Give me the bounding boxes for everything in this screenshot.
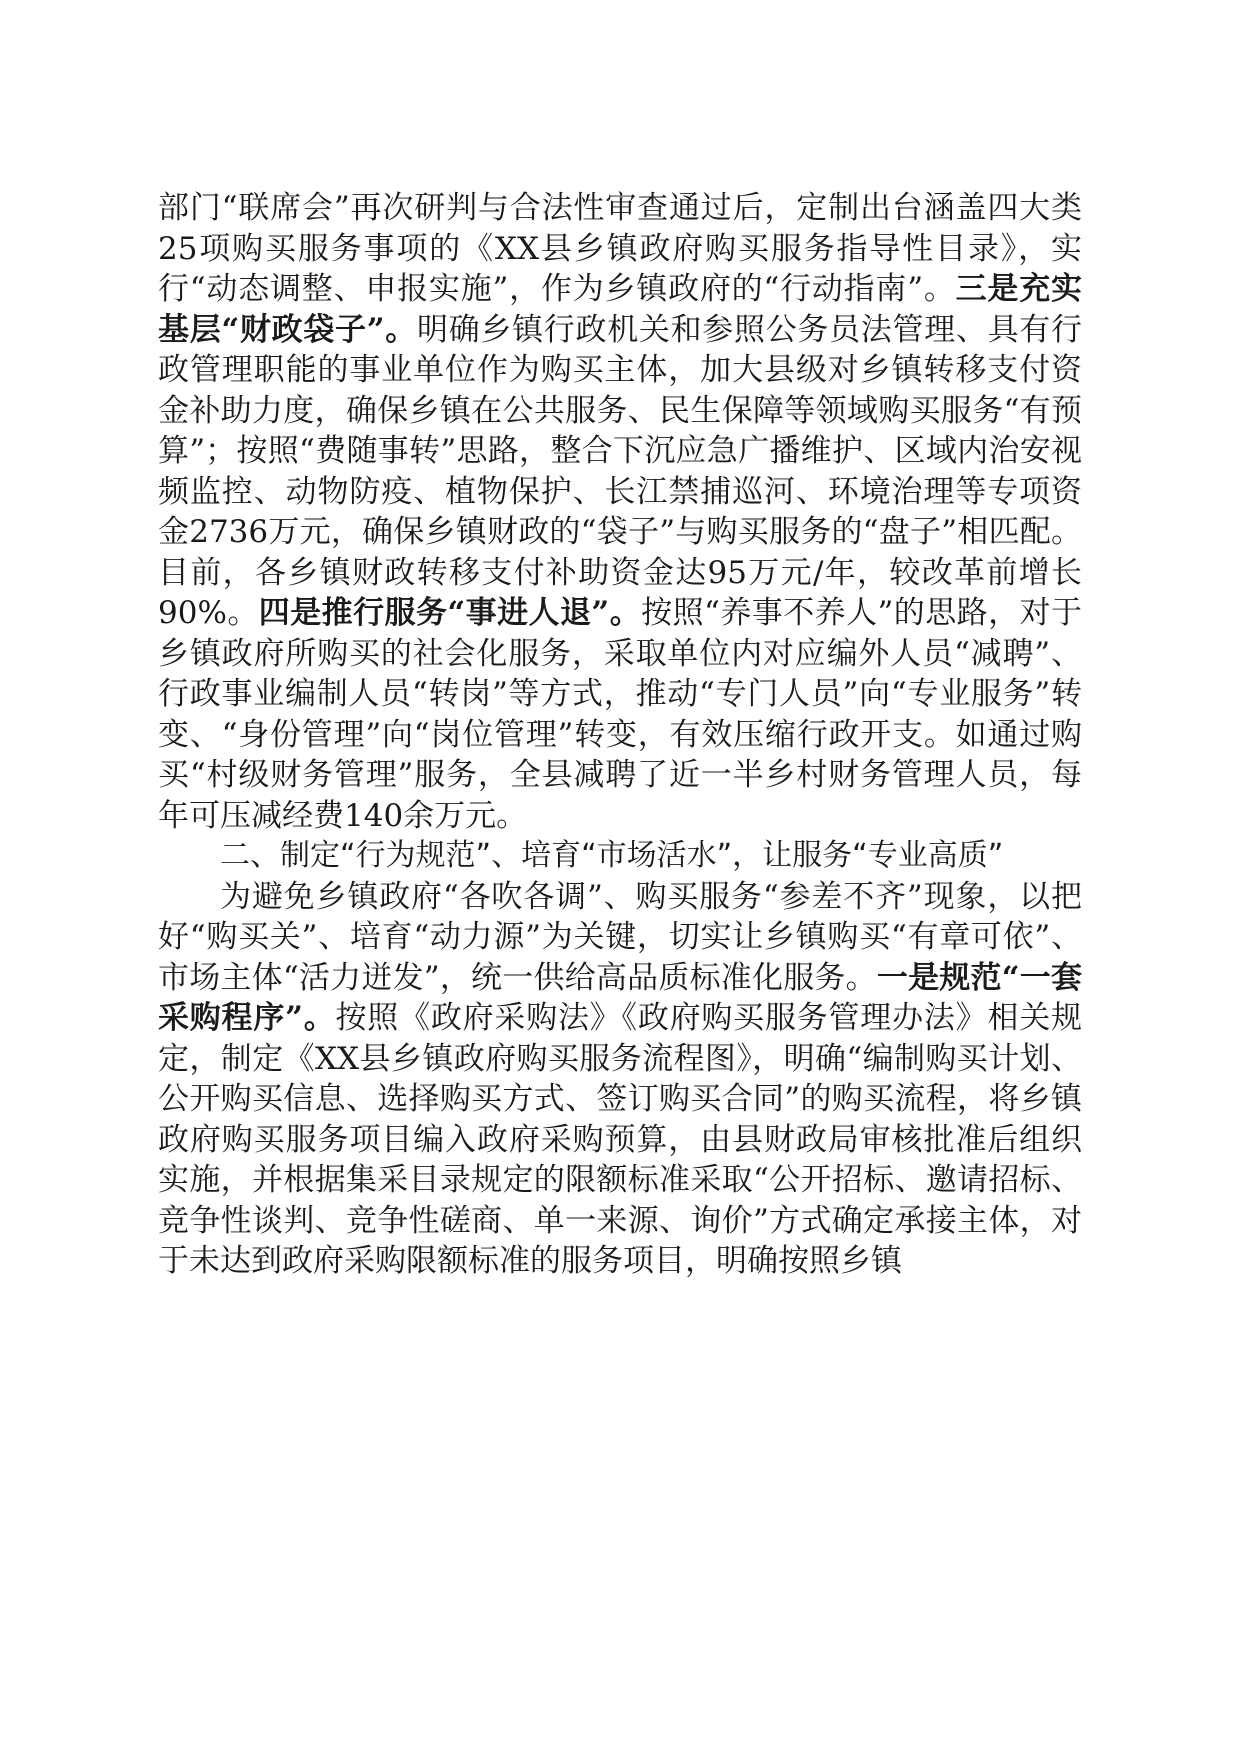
paragraph-funding [158, 188, 1082, 836]
section-heading-2: 二、制定“行为规范”、培育“市场活水”，让服务“专业高质” [220, 838, 1004, 873]
bold-lead-1: 一是规范“一套采购程序”。 [158, 959, 1082, 1036]
paragraph-procurement [158, 877, 1082, 1282]
paragraph-text: 为避免乡镇政府“各吹各调”、购买服务“参差不齐”现象，以把好“购买关”、培育“动力源”为关键，切实让乡镇购买“有章可依”、市场主体“活力迸发”，统一供给高品质标准化服务。 [158, 878, 1082, 996]
document-page [158, 188, 1082, 1282]
paragraph-text: 按照《政府采购法》《政府购买服务管理办法》相关规定，制定《XX县乡镇政府购买服务流程图》，明确“编制购买计划、公开购买信息、选择购买方式、签订购买合同”的购买流程，将乡镇政府购买服务项目编入政府采购预算，由县财政局审核批准后组织实施，并根据集采目录规定的限额标准采取“公开招标、邀请招标、竞争性谈判、竞争性磋商、单一来源、询价”方式确定承接主体，对于未达到政府采购限额标准的服务项目，明确按照乡镇 [158, 1000, 1082, 1279]
paragraph-text: 按照“养事不养人”的思路，对于乡镇政府所购买的社会化服务，采取单位内对应编外人员“减聘”、行政事业编制人员“转岗”等方式，推动“专门人员”向“专业服务”转变、“身份管理”向“岗位管理”转变，有效压缩行政开支。如通过购买“村级财务管理”服务，全县减聘了近一半乡村财务管理人员，每年可压减经费140余万元。 [158, 595, 1082, 834]
bold-lead-3: 三是充实基层“财政袋子”。 [158, 271, 1083, 348]
bold-lead-4: 四是推行服务“事进人退”。 [258, 595, 642, 631]
paragraph-text: 明确乡镇行政机关和参照公务员法管理、具有行政管理职能的事业单位作为购买主体，加大县级对乡镇转移支付资金补助力度，确保乡镇在公共服务、民生保障等领域购买服务“有预算”；按照“费随事转”思路，整合下沉应急广播维护、区域内治安视频监控、动物防疫、植物保护、长江禁捕巡河、环境治理等专项资金2736万元，确保乡镇财政的“袋子”与购买服务的“盘子”相匹配。目前，各乡镇财政转移支付补助资金达95万元/年，较改革前增长90%。 [158, 311, 1083, 631]
paragraph-text: 部门“联席会”再次研判与合法性审查通过后，定制出台涵盖四大类25项购买服务事项的《XX县乡镇政府购买服务指导性目录》，实行“动态调整、申报实施”，作为乡镇政府的“行动指南”。 [158, 190, 1082, 307]
